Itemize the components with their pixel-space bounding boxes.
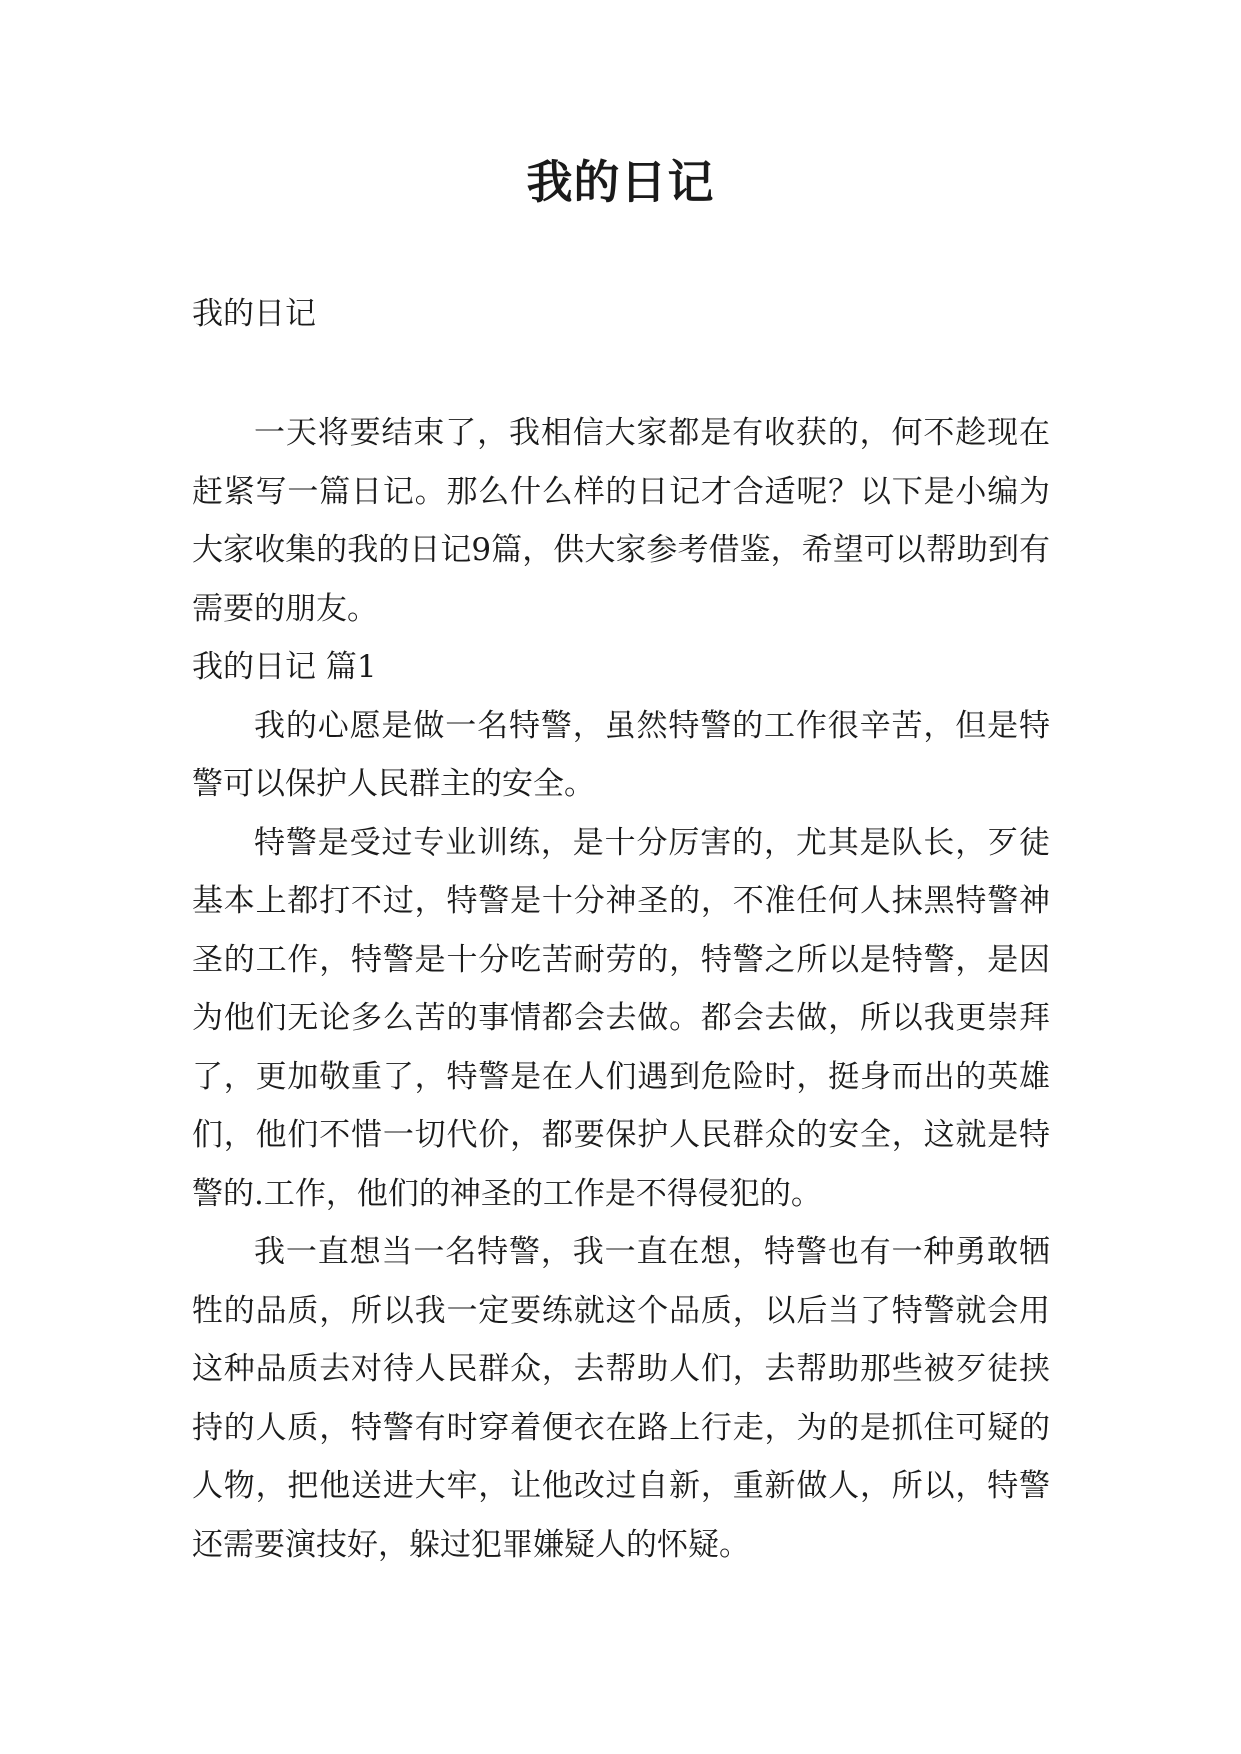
- body-paragraph: 我一直想当一名特警，我一直在想，特警也有一种勇敢牺牲的品质，所以我一定要练就这个品质，以后当了特警就会用这种品质去对待人民群众，去帮助人们，去帮助那些被歹徒挟持的人质，特警有时穿着便衣在路上行走，为的是抓住可疑的人物，把他送进大牢，让他改过自新，重新做人，所以，特警还需要演技好，躲过犯罪嫌疑人的怀疑。: [192, 1234, 1050, 1563]
- section-heading: 我的日记 篇1: [192, 649, 377, 685]
- intro-paragraph: 一天将要结束了，我相信大家都是有收获的，何不趁现在赶紧写一篇日记。那么什么样的日记才合适呢？以下是小编为大家收集的我的日记9篇，供大家参考借鉴，希望可以帮助到有需要的朋友。: [192, 415, 1050, 627]
- document-title: 我的日记: [526, 155, 715, 209]
- document-subtitle: 我的日记: [192, 296, 316, 332]
- body-paragraph: 特警是受过专业训练，是十分厉害的，尤其是队长，歹徒基本上都打不过，特警是十分神圣的，不准任何人抹黑特警神圣的工作，特警是十分吃苦耐劳的，特警之所以是特警，是因为他们无论多么苦的事情都会去做。都会去做，所以我更崇拜了，更加敬重了，特警是在人们遇到危险时，挺身而出的英雄们，他们不惜一切代价，都要保护人民群众的安全，这就是特警的.工作，他们的神圣的工作是不得侵犯的。: [192, 824, 1050, 1212]
- body-paragraph: 我的心愿是做一名特警，虽然特警的工作很辛苦，但是特警可以保护人民群主的安全。: [192, 707, 1050, 802]
- document-body: [192, 404, 1050, 1574]
